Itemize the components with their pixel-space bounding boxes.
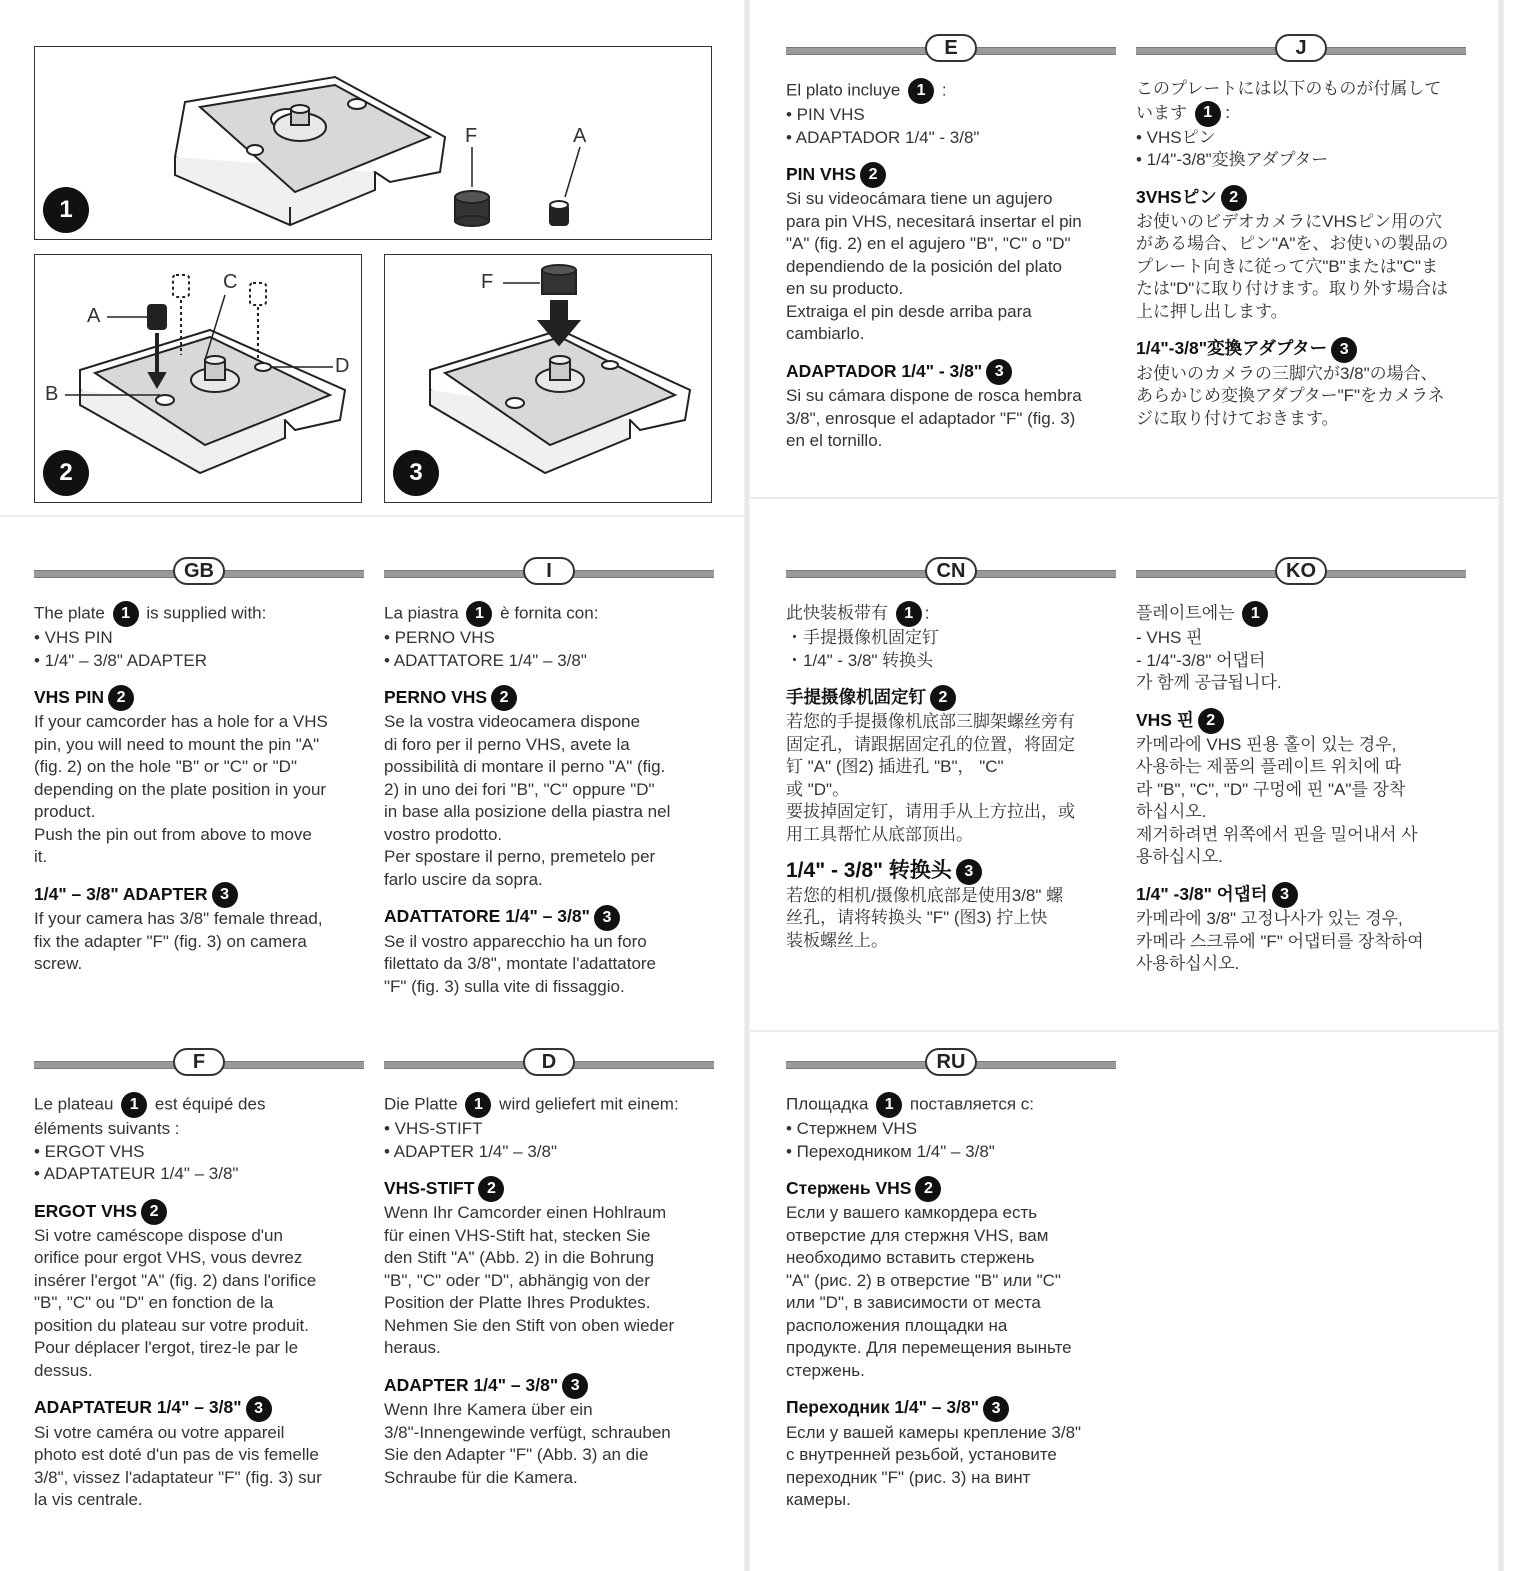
language-code: I bbox=[523, 557, 575, 585]
list-item: • VHS-STIFT bbox=[384, 1119, 483, 1138]
list-item: • ADAPTER 1/4" – 3/8" bbox=[384, 1141, 557, 1161]
subheading: VHS PIN bbox=[34, 687, 105, 707]
callout-3: 3 bbox=[594, 905, 620, 931]
text-line: продукте. Для перемещения выньте bbox=[786, 1338, 1072, 1358]
subheading: 手提摄像机固定钉 bbox=[786, 687, 926, 707]
text-line: Schraube für die Kamera. bbox=[384, 1467, 578, 1487]
list-item: • PIN VHS bbox=[786, 105, 865, 124]
text-line: "F" (fig. 3) sulla vite di fissaggio. bbox=[384, 976, 625, 996]
text-line: en el tornillo. bbox=[786, 431, 883, 451]
text-line: Wenn Ihre Kamera über ein bbox=[384, 1400, 593, 1420]
label-d: D bbox=[335, 355, 350, 377]
text-line: la vis centrale. bbox=[34, 1490, 143, 1510]
page-fold bbox=[750, 497, 1498, 499]
text-line: 사용하는 제품의 플레이트 위치에 따 bbox=[1136, 757, 1402, 777]
intro-text: 플레이트에는 bbox=[1136, 603, 1235, 623]
intro-text: 此快装板带有 bbox=[786, 603, 888, 623]
list-item: ・手提摄像机固定钉 bbox=[786, 628, 939, 647]
text-line: cambiarlo. bbox=[786, 324, 865, 344]
callout-2: 2 bbox=[860, 162, 886, 188]
list-item: • PERNO VHS bbox=[384, 628, 495, 647]
text-line: Position der Platte Ihres Produktes. bbox=[384, 1293, 651, 1313]
list-item: • ADATTATORE 1/4" – 3/8" bbox=[384, 650, 587, 670]
text-line: dependiendo de la posición del plato bbox=[786, 256, 1063, 276]
intro-text: このプレートには以下のものが付属して bbox=[1136, 79, 1442, 98]
text-line: Если у вашего камкордера есть bbox=[786, 1203, 1038, 1223]
text-line: di foro per il perno VHS, avete la bbox=[384, 734, 630, 754]
text-line: 하십시오. bbox=[1136, 802, 1207, 822]
text-line: Si votre caméra ou votre appareil bbox=[34, 1422, 285, 1442]
text-line: possibilità di montare il perno "A" (fig. bbox=[384, 757, 666, 777]
callout-1: 1 bbox=[896, 601, 922, 627]
figure-2 bbox=[34, 254, 362, 503]
text-line: 카메라에 3/8" 고정나사가 있는 경우, bbox=[1136, 909, 1403, 929]
figure-number: 2 bbox=[43, 450, 89, 496]
text-line: product. bbox=[34, 802, 96, 822]
text-line: 上に押し出します。 bbox=[1136, 301, 1288, 321]
text-line: für einen VHS-Stift hat, stecken Sie bbox=[384, 1225, 651, 1245]
text-line: den Stift "A" (Abb. 2) in die Bohrung bbox=[384, 1248, 655, 1268]
section-header bbox=[384, 557, 714, 589]
list-item: • 1/4" – 3/8" ADAPTER bbox=[34, 650, 207, 670]
text-line: ジに取り付けておきます。 bbox=[1136, 408, 1339, 428]
text-line: 或 "D"。 bbox=[786, 779, 850, 799]
list-item: • VHS PIN bbox=[34, 628, 113, 647]
intro-suffix: ： bbox=[1223, 102, 1241, 122]
text-line: Se la vostra videocamera dispone bbox=[384, 712, 641, 732]
text-line: Si su videocámara tiene un agujero bbox=[786, 189, 1053, 209]
intro-suffix: è fornita con: bbox=[500, 603, 599, 623]
text-line: pin, you will need to mount the pin "A" bbox=[34, 734, 320, 754]
text-line: "A" (рис. 2) в отверстие "B" или "C" bbox=[786, 1270, 1061, 1290]
callout-2: 2 bbox=[141, 1199, 167, 1225]
subheading: 1/4" - 3/8" 转换头 bbox=[786, 859, 952, 883]
text-line: insérer l'ergot "A" (fig. 2) dans l'orifice bbox=[34, 1270, 317, 1290]
text-line: Sie den Adapter "F" (Abb. 3) an die bbox=[384, 1445, 649, 1465]
text-line: がある場合、ピン"A"を、お使いの製品の bbox=[1136, 234, 1449, 254]
list-item: • ADAPTATEUR 1/4" – 3/8" bbox=[34, 1164, 239, 1183]
text-line: dessus. bbox=[34, 1360, 93, 1380]
text-line: 2) in uno dei fori "B", "C" oppure "D" bbox=[384, 779, 655, 799]
text-line: お使いのカメラの三脚穴が3/8"の場合、 bbox=[1136, 363, 1438, 383]
label-a: A bbox=[87, 305, 101, 327]
callout-2: 2 bbox=[108, 685, 134, 711]
intro-suffix: is supplied with: bbox=[146, 603, 267, 623]
intro-suffix: : bbox=[941, 80, 947, 100]
list-item: • 1/4"-3/8"変換アダプター bbox=[1136, 150, 1329, 169]
section-ru bbox=[786, 1048, 1116, 1512]
list-item: 가 함께 공급됩니다. bbox=[1136, 673, 1282, 692]
text-line: 丝孔，请将转换头 "F" (图3) 拧上快 bbox=[786, 908, 1048, 928]
text-line: filettato da 3/8", montate l'adattatore bbox=[384, 954, 657, 974]
section-header bbox=[1136, 34, 1466, 66]
section-header bbox=[1136, 557, 1466, 589]
language-code: RU bbox=[925, 1048, 977, 1076]
intro-suffix: wird geliefert mit einem: bbox=[499, 1094, 679, 1114]
intro-suffix: est équipé des bbox=[154, 1094, 266, 1114]
text-line: "A" (fig. 2) en el agujero "B", "C" o "D" bbox=[786, 234, 1071, 254]
text-line: 用工具帮忙从底部顶出。 bbox=[786, 824, 973, 844]
section-gb bbox=[34, 557, 364, 976]
callout-3: 3 bbox=[246, 1396, 272, 1422]
text-line: 제거하려면 위쪽에서 핀을 밀어내서 사 bbox=[1136, 824, 1418, 844]
text-line: необходимо вставить стержень bbox=[786, 1248, 1035, 1268]
text-line: Pour déplacer l'ergot, tirez-le par le bbox=[34, 1338, 299, 1358]
text-line: screw. bbox=[34, 954, 83, 974]
subheading: PIN VHS bbox=[786, 164, 857, 184]
callout-1: 1 bbox=[466, 601, 492, 627]
callout-3: 3 bbox=[212, 882, 238, 908]
subheading: 1/4" -3/8" 어댑터 bbox=[1136, 883, 1268, 904]
subheading: ADAPTADOR 1/4" - 3/8" bbox=[786, 360, 983, 381]
text-line: fix the adapter "F" (fig. 3) on camera bbox=[34, 931, 307, 951]
callout-2: 2 bbox=[1221, 185, 1247, 211]
text-line: расположения площадки на bbox=[786, 1315, 1008, 1335]
figure-number: 1 bbox=[43, 187, 89, 233]
quick-release-plate-illustration bbox=[35, 47, 711, 239]
callout-3: 3 bbox=[956, 859, 982, 885]
label-f: F bbox=[481, 271, 494, 293]
callout-3: 3 bbox=[986, 359, 1012, 385]
text-line: Per spostare il perno, premetelo per bbox=[384, 847, 656, 867]
page-fold bbox=[0, 515, 744, 517]
subheading: VHS-STIFT bbox=[384, 1178, 475, 1198]
language-code: D bbox=[523, 1048, 575, 1076]
intro-text: éléments suivants : bbox=[34, 1119, 180, 1138]
section-header bbox=[786, 34, 1116, 66]
section-ja bbox=[1136, 34, 1466, 430]
subheading: Переходник 1/4" – 3/8" bbox=[786, 1397, 980, 1418]
text-line: farlo uscire da sopra. bbox=[384, 869, 543, 889]
text-line: If your camera has 3/8" female thread, bbox=[34, 909, 323, 929]
figure-1 bbox=[34, 46, 712, 240]
text-line: photo est doté d'un pas de vis femelle bbox=[34, 1445, 319, 1465]
text-line: (fig. 2) on the hole "B" or "C" or "D" bbox=[34, 757, 297, 777]
text-line: in base alla posizione della piastra nel bbox=[384, 802, 671, 822]
page-fold bbox=[744, 0, 750, 1571]
text-line: Push the pin out from above to move bbox=[34, 824, 312, 844]
subheading: PERNO VHS bbox=[384, 687, 488, 707]
subheading: 1/4"-3/8"変換アダプター bbox=[1136, 338, 1328, 359]
text-line: "B", "C" oder "D", abhängig von der bbox=[384, 1270, 650, 1290]
text-line: 要拔掉固定钉，请用手从上方拉出，或 bbox=[786, 802, 1075, 822]
intro-suffix: поставляется с: bbox=[909, 1094, 1035, 1114]
text-line: たは"D"に取り付けます。取り外す場合は bbox=[1136, 279, 1448, 299]
subheading: 3VHSピン bbox=[1136, 186, 1217, 207]
text-line: 카메라에 VHS 핀용 홀이 있는 경우, bbox=[1136, 734, 1397, 754]
language-code: KO bbox=[1275, 557, 1327, 585]
section-fr bbox=[34, 1048, 364, 1512]
text-line: 카메라 스크류에 "F" 어댑터를 장착하여 bbox=[1136, 931, 1424, 951]
subheading: ADAPTER 1/4" – 3/8" bbox=[384, 1374, 559, 1395]
section-header bbox=[786, 1048, 1116, 1080]
language-code: CN bbox=[925, 557, 977, 585]
text-line: position du plateau sur votre produit. bbox=[34, 1315, 310, 1335]
section-header bbox=[786, 557, 1116, 589]
text-line: orifice pour ergot VHS, vous devrez bbox=[34, 1248, 303, 1268]
section-it bbox=[384, 557, 714, 998]
callout-3: 3 bbox=[1272, 882, 1298, 908]
subheading: VHS 핀 bbox=[1136, 709, 1194, 730]
label-b: B bbox=[45, 383, 59, 405]
callout-2: 2 bbox=[491, 685, 517, 711]
list-item: ・1/4" - 3/8" 转换头 bbox=[786, 650, 934, 670]
language-code: J bbox=[1275, 34, 1327, 62]
text-line: あらかじめ変換アダプター"F"をカメラネ bbox=[1136, 386, 1445, 406]
list-item: • ERGOT VHS bbox=[34, 1141, 145, 1161]
intro-text: The plate bbox=[34, 603, 105, 623]
section-ko bbox=[1136, 557, 1466, 976]
callout-2: 2 bbox=[915, 1176, 941, 1202]
callout-2: 2 bbox=[1198, 708, 1224, 734]
callout-1: 1 bbox=[1242, 601, 1268, 627]
text-line: Если у вашей камеры крепление 3/8" bbox=[786, 1422, 1082, 1442]
text-line: Se il vostro apparecchio ha un foro bbox=[384, 931, 647, 951]
list-item: • ADAPTADOR 1/4" - 3/8" bbox=[786, 127, 980, 147]
section-de bbox=[384, 1048, 714, 1489]
label-f: F bbox=[465, 125, 478, 147]
text-line: If your camcorder has a hole for a VHS bbox=[34, 712, 328, 732]
callout-1: 1 bbox=[465, 1092, 491, 1118]
intro-text: Le plateau bbox=[34, 1094, 114, 1114]
callout-2: 2 bbox=[930, 685, 956, 711]
figure-number: 3 bbox=[393, 450, 439, 496]
text-line: Si su cámara dispone de rosca hembra bbox=[786, 386, 1082, 406]
language-code: F bbox=[173, 1048, 225, 1076]
text-line: 사용하십시오. bbox=[1136, 954, 1240, 974]
text-line: отверстие для стержня VHS, вам bbox=[786, 1225, 1049, 1245]
callout-2: 2 bbox=[478, 1176, 504, 1202]
text-line: 3/8"-Innengewinde verfügt, schrauben bbox=[384, 1422, 671, 1442]
list-item: - VHS 핀 bbox=[1136, 628, 1203, 647]
intro-text: Площадка bbox=[786, 1094, 869, 1114]
text-line: Si votre caméscope dispose d'un bbox=[34, 1225, 283, 1245]
language-code: E bbox=[925, 34, 977, 62]
intro-text: La piastra bbox=[384, 603, 459, 623]
subheading: ADAPTATEUR 1/4" – 3/8" bbox=[34, 1397, 242, 1418]
text-line: お使いのビデオカメラにVHSピン用の穴 bbox=[1136, 211, 1443, 231]
list-item: • Переходником 1/4" – 3/8" bbox=[786, 1141, 995, 1161]
subheading: Стержень VHS bbox=[786, 1178, 912, 1198]
text-line: 固定孔，请跟据固定孔的位置，将固定 bbox=[786, 734, 1075, 754]
text-line: 若您的手提摄像机底部三脚架螺丝旁有 bbox=[786, 712, 1075, 732]
text-line: камеры. bbox=[786, 1490, 851, 1510]
section-cn bbox=[786, 557, 1116, 952]
text-line: Extraiga el pin desde arriba para bbox=[786, 301, 1032, 321]
intro-suffix: : bbox=[924, 603, 930, 623]
text-line: 钉 "A" (图2) 插进孔 "B"， "C" bbox=[786, 757, 1004, 777]
text-line: переходник "F" (рис. 3) на винт bbox=[786, 1467, 1031, 1487]
list-item: - 1/4"-3/8" 어댑터 bbox=[1136, 650, 1266, 670]
callout-1: 1 bbox=[1195, 101, 1221, 127]
text-line: 3/8", enrosque el adaptador "F" (fig. 3) bbox=[786, 408, 1076, 428]
section-header bbox=[34, 557, 364, 589]
page-fold bbox=[1498, 0, 1504, 1571]
text-line: para pin VHS, necesitará insertar el pin bbox=[786, 211, 1082, 231]
text-line: с внутренней резьбой, установите bbox=[786, 1445, 1057, 1465]
list-item: • Стержнем VHS bbox=[786, 1119, 918, 1138]
section-es bbox=[786, 34, 1116, 453]
text-line: it. bbox=[34, 847, 48, 867]
text-line: "B", "C" ou "D" en fonction de la bbox=[34, 1293, 274, 1313]
text-line: heraus. bbox=[384, 1338, 441, 1358]
section-header bbox=[384, 1048, 714, 1080]
intro-text: います bbox=[1136, 102, 1187, 122]
text-line: или "D", в зависимости от места bbox=[786, 1293, 1041, 1313]
text-line: en su producto. bbox=[786, 279, 904, 299]
text-line: depending on the plate position in your bbox=[34, 779, 327, 799]
callout-1: 1 bbox=[908, 78, 934, 104]
callout-3: 3 bbox=[562, 1373, 588, 1399]
intro-text: El plato incluye bbox=[786, 80, 901, 100]
page-fold bbox=[750, 1030, 1498, 1032]
label-c: C bbox=[223, 271, 238, 293]
text-line: 若您的相机/摄像机底部是使用3/8" 螺 bbox=[786, 885, 1064, 905]
text-line: プレート向きに従って穴"B"または"C"ま bbox=[1136, 256, 1439, 276]
text-line: 装板螺丝上。 bbox=[786, 930, 888, 950]
text-line: 라 "B", "C", "D" 구멍에 핀 "A"를 장착 bbox=[1136, 779, 1406, 799]
text-line: 3/8", vissez l'adaptateur "F" (fig. 3) sur bbox=[34, 1467, 322, 1487]
callout-1: 1 bbox=[876, 1092, 902, 1118]
subheading: 1/4" – 3/8" ADAPTER bbox=[34, 883, 208, 904]
intro-text: Die Platte bbox=[384, 1094, 458, 1114]
language-code: GB bbox=[173, 557, 225, 585]
text-line: Wenn Ihr Camcorder einen Hohlraum bbox=[384, 1203, 667, 1223]
text-line: 용하십시오. bbox=[1136, 847, 1223, 867]
list-item: • VHSピン bbox=[1136, 127, 1216, 147]
figure-3 bbox=[384, 254, 712, 503]
label-a: A bbox=[573, 125, 587, 147]
subheading: ADATTATORE 1/4" – 3/8" bbox=[384, 906, 590, 927]
callout-3: 3 bbox=[983, 1396, 1009, 1422]
text-line: vostro prodotto. bbox=[384, 824, 503, 844]
subheading: ERGOT VHS bbox=[34, 1200, 138, 1221]
callout-1: 1 bbox=[113, 601, 139, 627]
section-header bbox=[34, 1048, 364, 1080]
callout-1: 1 bbox=[121, 1092, 147, 1118]
callout-3: 3 bbox=[1331, 337, 1357, 363]
text-line: стержень. bbox=[786, 1360, 865, 1380]
text-line: Nehmen Sie den Stift von oben wieder bbox=[384, 1315, 675, 1335]
